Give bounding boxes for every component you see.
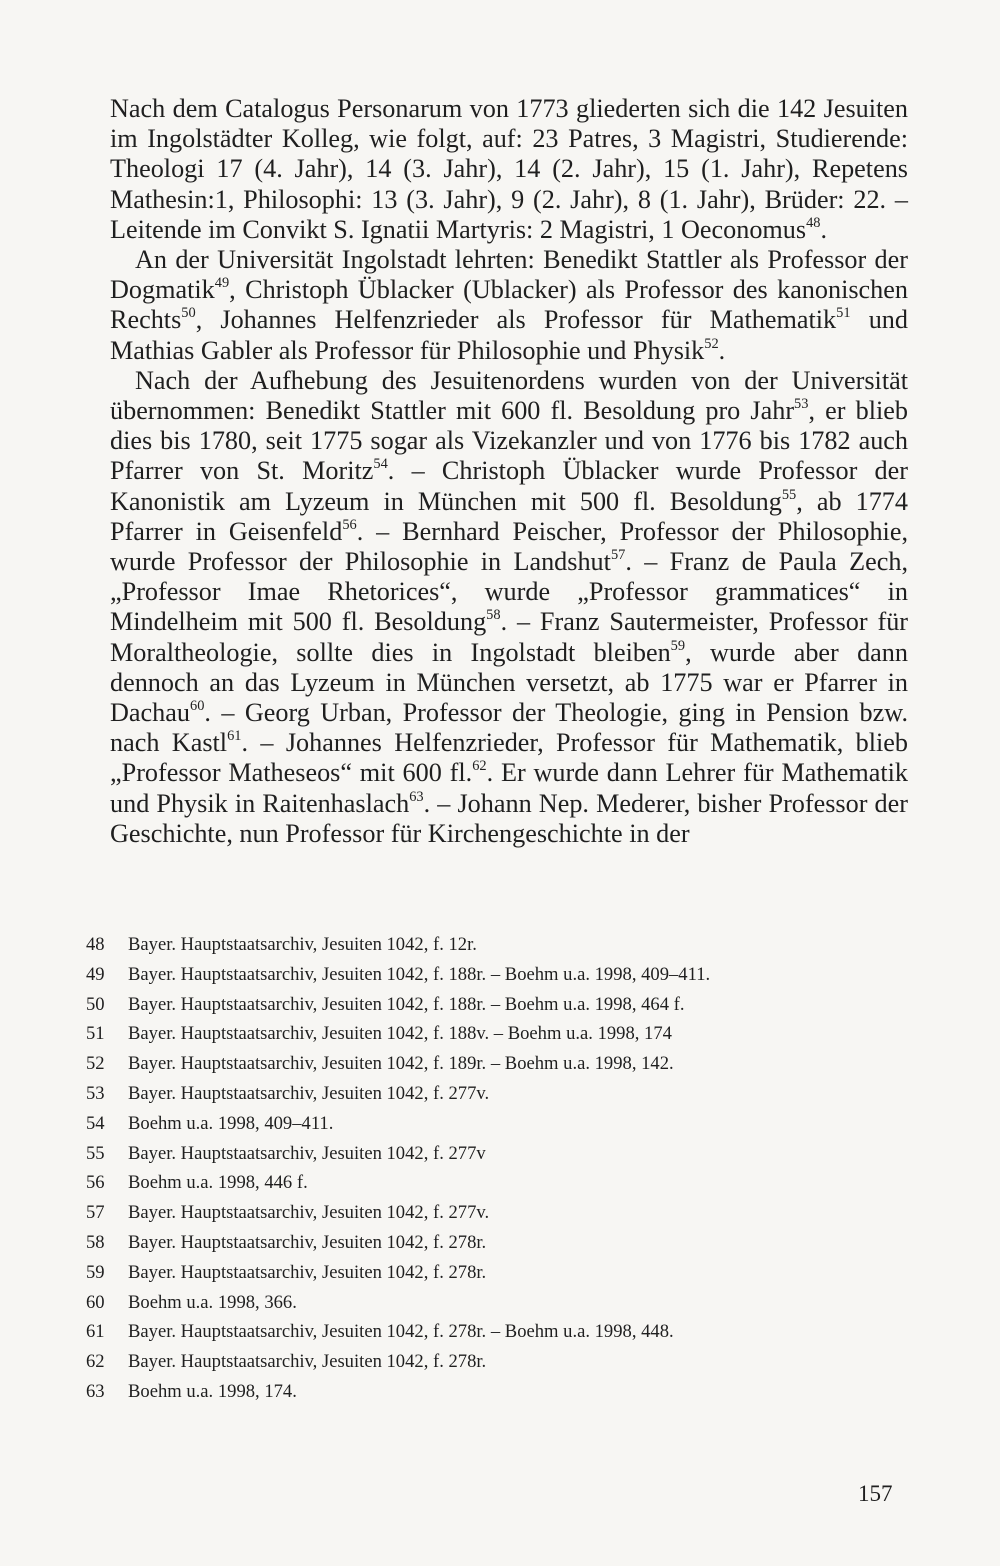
text-run: . – Franz de Paula Zech, „Professor Imae Rhetorices“, wurde „Professor grammatices“ in Mindelheim mit 500 fl. Besoldung <box>110 547 909 637</box>
page-number: 157 <box>858 1481 893 1506</box>
footnote-number: 55 <box>86 1142 105 1164</box>
footnote-number: 50 <box>86 993 105 1015</box>
text-run: , er blieb dies bis 1780, seit 1775 sogar als Vizekanzler und von 1776 bis 1782 auch Pfarrer von St. Moritz <box>110 396 908 486</box>
footnote-text: Bayer. Hauptstaatsarchiv, Jesuiten 1042, f. 278r. <box>128 1231 487 1253</box>
footnote <box>86 1198 886 1228</box>
footnote-ref: 55 <box>781 486 797 503</box>
footnote-ref: 61 <box>227 728 242 745</box>
footnote <box>86 960 886 990</box>
footnote-ref: 50 <box>181 305 196 322</box>
footnote-number: 52 <box>86 1053 105 1075</box>
footnote-ref: 59 <box>670 637 686 654</box>
footnote-number: 58 <box>86 1231 105 1253</box>
text-run: . – Franz Sautermeister, Professor für Moraltheologie, sollte dies in Ingolstadt bleiben <box>110 607 909 667</box>
footnote-text: Bayer. Hauptstaatsarchiv, Jesuiten 1042, f. 189r. – Boehm u.a. 1998, 142. <box>128 1053 674 1075</box>
footnote-text: Bayer. Hauptstaatsarchiv, Jesuiten 1042, f. 278r. <box>128 1351 487 1373</box>
footnote <box>86 1228 886 1258</box>
text-run: An der Universität Ingolstadt lehrten: Benedikt Stattler als Professor der Dogmatik <box>110 245 908 305</box>
text-run: , ab 1774 Pfarrer in Geisenfeld <box>110 486 908 546</box>
footnote-text: Bayer. Hauptstaatsarchiv, Jesuiten 1042, f. 277v. <box>128 1082 490 1104</box>
footnote-ref: 56 <box>342 516 357 533</box>
text-run: Nach der Aufhebung des Jesuitenordens wurden von der Universität übernommen: Benedikt Stattler mit 600 fl. Besoldung pro Jahr <box>110 365 908 426</box>
text-run: . <box>718 335 726 365</box>
footnote-ref: 51 <box>836 305 851 322</box>
text-run: , wurde aber dann dennoch an das Lyzeum in München versetzt, ab 1775 war er Pfarrer in Dachau <box>110 637 908 728</box>
footnote-number: 59 <box>86 1261 105 1283</box>
footnote-text: Bayer. Hauptstaatsarchiv, Jesuiten 1042, f. 277v. <box>128 1202 490 1224</box>
text-run: und Mathias Gabler als Professor für Philosophie und Physik <box>110 305 908 365</box>
footnote-ref: 63 <box>409 788 424 805</box>
text-run: Nach dem Catalogus Personarum von 1773 gliederten sich die 142 Jesuiten im Ingolstädter Kolleg, wie folgt, auf: 23 Patres, 3 Magistri, Studierende: Theologi 17 (4. Jahr), 14 (3. Jahr), 14 (2. Jahr), 15 (1. Jahr), Repetens Mathesin:1, Philosophi: 13 (3. Jahr), 9 (2. Jahr), 8 (1. Jahr), Brüder: 22. – Leitende im Convikt S. Ignatii Martyris: 2 Magistri, 1 Oeconomus <box>110 94 908 244</box>
footnote-text: Bayer. Hauptstaatsarchiv, Jesuiten 1042, f. 12r. <box>128 934 477 955</box>
body-text <box>110 94 908 849</box>
footnote-number: 49 <box>86 963 105 985</box>
text-run: . Er wurde dann Lehrer für Mathematik und Physik in Raitenhaslach <box>110 758 908 818</box>
paragraph <box>110 94 908 245</box>
footnote <box>86 1377 886 1407</box>
footnote <box>86 1347 886 1377</box>
footnote-text: Bayer. Hauptstaatsarchiv, Jesuiten 1042, f. 188v. – Boehm u.a. 1998, 174 <box>128 1023 672 1045</box>
footnote <box>86 930 886 960</box>
footnote-number: 61 <box>86 1321 105 1343</box>
footnote <box>86 990 886 1020</box>
footnote-text: Boehm u.a. 1998, 409–411. <box>128 1112 334 1134</box>
footnote-ref: 57 <box>610 546 626 563</box>
text-run: , Johannes Helfenzrieder als Professor für Mathematik <box>195 305 837 335</box>
text-run: . – Bernhard Peischer, Professor der Philosophie, wurde Professor der Philosophie in Landshut <box>110 516 909 577</box>
footnote-number: 51 <box>86 1023 105 1045</box>
footnote-number: 53 <box>86 1082 105 1104</box>
footnote <box>86 1258 886 1288</box>
footnote <box>86 1049 886 1079</box>
footnote-number: 62 <box>86 1351 105 1373</box>
text-run: . – Christoph Üblacker wurde Professor der Kanonistik am Lyzeum in München mit 500 fl. Besoldung <box>110 456 908 516</box>
footnote-text: Boehm u.a. 1998, 366. <box>128 1291 297 1313</box>
paragraph <box>110 245 908 366</box>
footnote-number: 63 <box>86 1380 105 1402</box>
footnote-text: Bayer. Hauptstaatsarchiv, Jesuiten 1042, f. 277v <box>128 1142 486 1164</box>
footnote-text: Bayer. Hauptstaatsarchiv, Jesuiten 1042, f. 278r. <box>128 1261 487 1283</box>
footnote-number: 48 <box>86 934 105 955</box>
footnote-text: Bayer. Hauptstaatsarchiv, Jesuiten 1042, f. 188r. – Boehm u.a. 1998, 409–411. <box>128 963 711 985</box>
footnote <box>86 1168 886 1198</box>
footnote <box>86 1079 886 1109</box>
footnote-text: Boehm u.a. 1998, 446 f. <box>128 1172 308 1194</box>
footnote-ref: 54 <box>373 456 388 473</box>
text-run: . – Johannes Helfenzrieder, Professor für Mathematik, blieb „Professor Matheseos“ mit 600 fl. <box>110 728 908 788</box>
text-run: , Christoph Üblacker (Ublacker) als Professor des kanonischen Rechts <box>110 275 908 335</box>
footnote-number: 57 <box>86 1202 105 1224</box>
footnote-ref: 48 <box>806 214 821 231</box>
footnote-number: 56 <box>86 1172 105 1194</box>
footnote-text: Boehm u.a. 1998, 174. <box>128 1380 297 1402</box>
footnote <box>86 1109 886 1139</box>
paragraph <box>110 366 908 849</box>
footnote-number: 60 <box>86 1291 105 1313</box>
text-run: . <box>820 214 828 244</box>
footnote-text: Bayer. Hauptstaatsarchiv, Jesuiten 1042, f. 188r. – Boehm u.a. 1998, 464 f. <box>128 993 685 1015</box>
footnote-number: 54 <box>86 1112 105 1134</box>
footnotes <box>86 930 886 1407</box>
footnote <box>86 1317 886 1347</box>
footnote-ref: 58 <box>486 607 501 624</box>
text-run: . – Johann Nep. Mederer, bisher Professor der Geschichte, nun Professor für Kirchengeschichte in der <box>110 788 908 848</box>
footnote <box>86 1288 886 1318</box>
footnote-ref: 53 <box>794 395 809 412</box>
footnote <box>86 1139 886 1169</box>
footnote-ref: 49 <box>214 274 230 291</box>
footnote-ref: 62 <box>472 758 487 775</box>
footnote-ref: 52 <box>704 335 719 352</box>
footnote <box>86 1019 886 1049</box>
footnote-ref: 60 <box>189 697 205 714</box>
footnote-text: Bayer. Hauptstaatsarchiv, Jesuiten 1042, f. 278r. – Boehm u.a. 1998, 448. <box>128 1321 674 1343</box>
text-run: . – Georg Urban, Professor der Theologie, ging in Pension bzw. nach Kastl <box>110 698 908 758</box>
